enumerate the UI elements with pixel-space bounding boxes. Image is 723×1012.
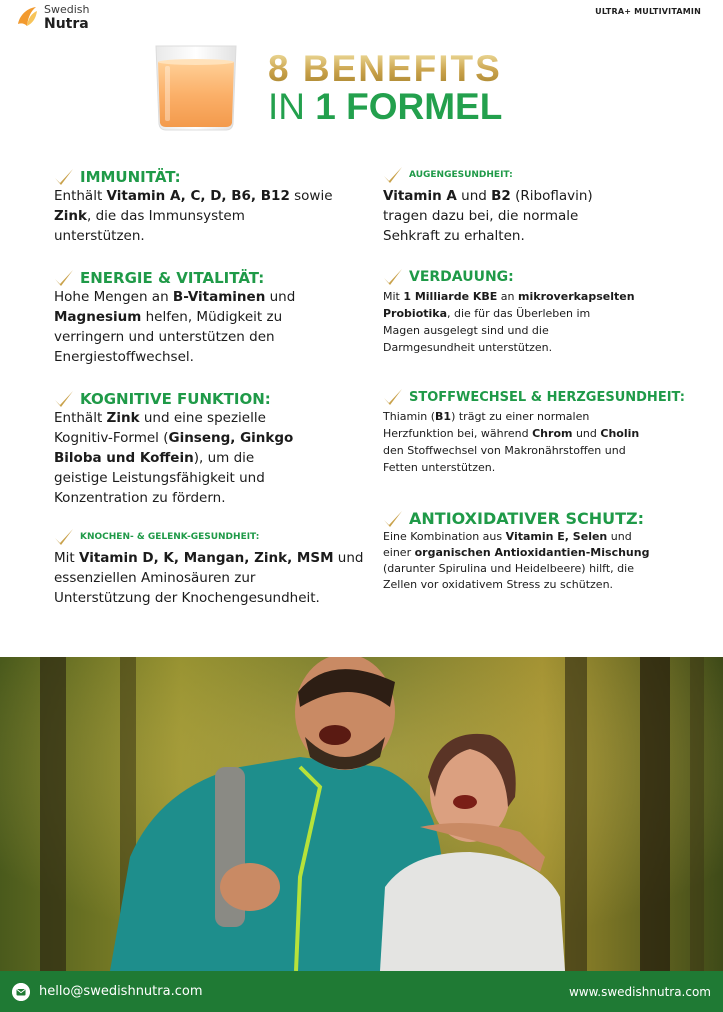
brand-name — [44, 4, 90, 30]
benefit-immunitaet — [54, 168, 333, 246]
benefit-heading — [383, 509, 649, 528]
check-icon — [54, 269, 74, 287]
benefit-heading-text: KNOCHEN- & GELENK-GESUNDHEIT: — [80, 532, 260, 542]
check-icon — [383, 268, 403, 286]
benefit-text: Mit 1 Milliarde KBE an mikroverkapselten Probiotika, die für das Überleben im Magen ausgelegt sind und die Darmgesundheit unterstützen. — [383, 290, 635, 354]
email-link[interactable]: hello@swedishnutra.com — [39, 984, 203, 999]
benefit-heading-text: VERDAUUNG: — [409, 269, 514, 285]
benefit-stoffwechsel — [383, 388, 685, 476]
benefit-text: Enthält Zink und eine spezielle Kognitiv-Formel (Ginseng, Ginkgo Biloba und Koffein), um die geistige Leistungsfähigkeit und Konzentration zu fördern. — [54, 410, 294, 506]
email-icon — [12, 983, 30, 1001]
check-icon — [54, 528, 74, 546]
benefit-heading — [54, 528, 364, 546]
benefit-heading-text: ENERGIE & VITALITÄT: — [80, 269, 265, 287]
page-title — [268, 50, 502, 126]
benefit-energie — [54, 269, 295, 367]
benefit-heading — [54, 168, 333, 186]
benefit-text: Eine Kombination aus Vitamin E, Selen und einer organischen Antioxidantien-Mischung (darunter Spirulina und Heidelbeere) hilft, die Zellen vor oxidativem Stress zu schützen. — [383, 530, 650, 591]
email-contact[interactable] — [12, 983, 202, 1001]
benefit-heading-text: KOGNITIVE FUNKTION: — [80, 390, 271, 408]
couple-forest-photo — [0, 657, 723, 971]
benefit-heading-text: STOFFWECHSEL & HERZGESUNDHEIT: — [409, 389, 685, 405]
footer-bar — [0, 971, 723, 1012]
benefit-knochen — [54, 528, 364, 608]
benefit-heading-text: AUGENGESUNDHEIT: — [409, 170, 513, 180]
benefit-heading-text: ANTIOXIDATIVER SCHUTZ: — [409, 509, 645, 528]
benefit-heading — [383, 166, 593, 184]
check-icon — [54, 168, 74, 186]
benefit-heading — [54, 269, 295, 287]
website-link[interactable]: www.swedishnutra.com — [568, 984, 711, 999]
benefit-text: Mit Vitamin D, K, Mangan, Zink, MSM und essenziellen Aminosäuren zur Unterstützung der Knochengesundheit. — [54, 550, 364, 606]
benefit-antioxidativ — [383, 509, 649, 593]
title-line2-prefix: IN — [268, 86, 316, 127]
benefit-kognitiv — [54, 390, 293, 508]
title-line1: 8 BENEFITS — [268, 48, 502, 89]
benefit-text: Hohe Mengen an B-Vitaminen und Magnesium helfen, Müdigkeit zu verringern und unterstützen den Energiestoffwechsel. — [54, 289, 296, 365]
benefit-text: Enthält Vitamin A, C, D, B6, B12 sowie Zink, die das Immunsystem unterstützen. — [54, 188, 333, 244]
check-icon — [383, 166, 403, 184]
check-icon — [383, 510, 403, 528]
benefit-heading — [383, 268, 635, 286]
check-icon — [383, 388, 403, 406]
benefit-text: Thiamin (B1) trägt zu einer normalen Herzfunktion bei, während Chrom und Cholin den Stoffwechsel von Makronährstoffen und Fetten unterstützen. — [383, 410, 640, 474]
brand-name-line2: Nutra — [44, 16, 89, 32]
benefit-heading-text: IMMUNITÄT: — [80, 168, 181, 186]
title-line2 — [268, 88, 502, 126]
drink-glass-image — [153, 44, 239, 132]
title-line2-main: 1 FORMEL — [315, 86, 503, 127]
product-name: ULTRA+ MULTIVITAMIN — [595, 7, 701, 16]
benefit-heading — [383, 388, 685, 406]
swedish-nutra-logo-icon — [14, 4, 40, 30]
benefit-augen — [383, 166, 593, 246]
check-icon — [54, 390, 74, 408]
benefit-verdauung — [383, 268, 635, 356]
brand-name-line1: Swedish — [44, 3, 90, 16]
benefit-text: Vitamin A und B2 (Riboflavin) tragen dazu bei, die normale Sehkraft zu erhalten. — [383, 188, 593, 244]
benefit-heading — [54, 390, 293, 408]
brand-logo[interactable] — [14, 4, 90, 30]
